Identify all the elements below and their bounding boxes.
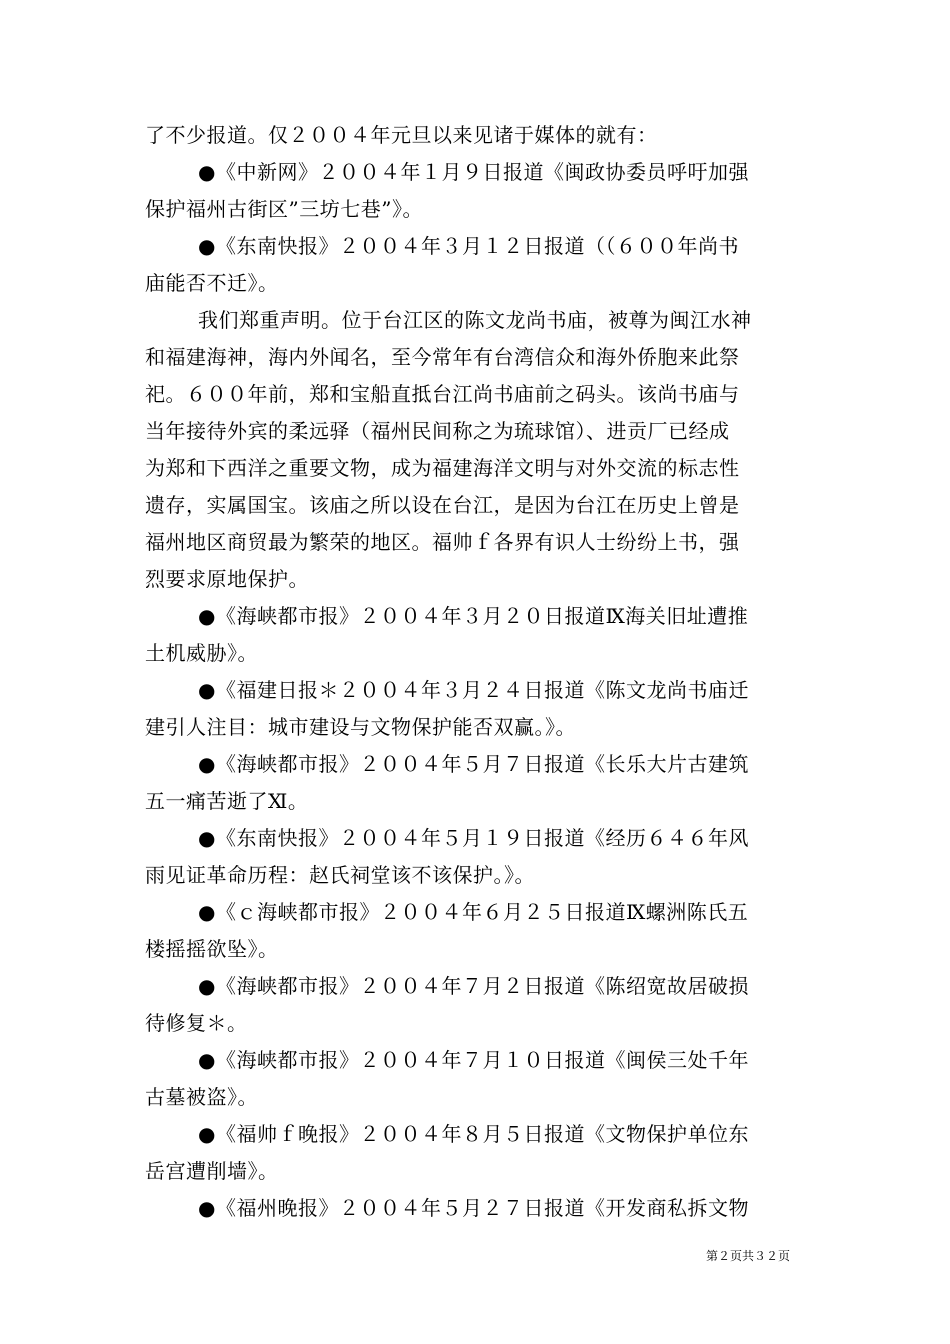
bullet-item: ●《海峡都市报》２００４年５月７日报道《长乐大片古建筑 <box>198 752 749 776</box>
text-line: 建引人注目：城市建设与文物保护能否双赢。》。 <box>145 715 576 739</box>
bullet-item: ●《福建日报＊２００４年３月２４日报道《陈文龙尚书庙迁 <box>198 678 749 702</box>
bullet-item: ●《东南快报》２００４年３月１２日报道（（６００年尚书 <box>198 234 739 258</box>
text-line: 保护福州古街区”三坊七巷”》。 <box>145 197 423 221</box>
text-line: 为郑和下西洋之重要文物，成为福建海洋文明与对外交流的标志性 <box>145 456 740 480</box>
bullet-item: ●《东南快报》２００４年５月１９日报道《经历６４６年风 <box>198 826 749 850</box>
text-line: 福州地区商贸最为繁荣的地区。福帅ｆ各界有识人士纷纷上书，强 <box>145 530 740 554</box>
text-line: 祀。６００年前，郑和宝船直抵台江尚书庙前之码头。该尚书庙与 <box>145 382 740 406</box>
bullet-item: ●《中新网》２００４年１月９日报道《闽政协委员呼吁加强 <box>198 160 749 184</box>
bullet-item: ●《海峡都市报》２００４年７月２日报道《陈绍宽故居破损 <box>198 974 749 998</box>
text-line: 土机威胁》。 <box>145 641 258 665</box>
bullet-item: ●《福州晚报》２００４年５月２７日报道《开发商私拆文物 <box>198 1196 749 1220</box>
bullet-item: ●《海峡都市报》２００４年７月１０日报道《闽侯三处千年 <box>198 1048 749 1072</box>
text-line: 了不少报道。仅２００４年元旦以来见诸于媒体的就有： <box>145 123 658 147</box>
bullet-item: ●《ｃ海峡都市报》２００４年６月２５日报道Ⅸ螺洲陈氏五 <box>198 900 749 924</box>
bullet-item: ●《海峡都市报》２００４年３月２０日报道Ⅸ海关旧址遭推 <box>198 604 749 628</box>
paragraph-start: 我们郑重声明。位于台江区的陈文龙尚书庙，被尊为闽江水神 <box>198 308 752 332</box>
text-line: 五一痛苦逝了Ⅺ。 <box>145 789 309 813</box>
text-line: 岳宫遭削墙》。 <box>145 1159 279 1183</box>
bullet-item: ●《福帅ｆ晚报》２００４年８月５日报道《文物保护单位东 <box>198 1122 749 1146</box>
text-line: 烈要求原地保护。 <box>145 567 309 591</box>
page-number: 第２页共３２页 <box>706 1249 791 1263</box>
text-line: 雨见证革命历程：赵氏祠堂该不该保护。》。 <box>145 863 535 887</box>
text-line: 待修复＊。 <box>145 1011 248 1035</box>
text-line: 遗存，实属国宝。该庙之所以设在台江，是因为台江在历史上曾是 <box>145 493 740 517</box>
text-line: 和福建海神，海内外闻名，至今常年有台湾信众和海外侨胞来此祭 <box>145 345 740 369</box>
text-line: 楼摇摇欲坠》。 <box>145 937 279 961</box>
text-line: 庙能否不迁》。 <box>145 271 279 295</box>
text-line: 古墓被盗》。 <box>145 1085 258 1109</box>
text-line: 当年接待外宾的柔远驿（福州民间称之为琉球馆）、进贡厂已经成 <box>145 419 730 443</box>
